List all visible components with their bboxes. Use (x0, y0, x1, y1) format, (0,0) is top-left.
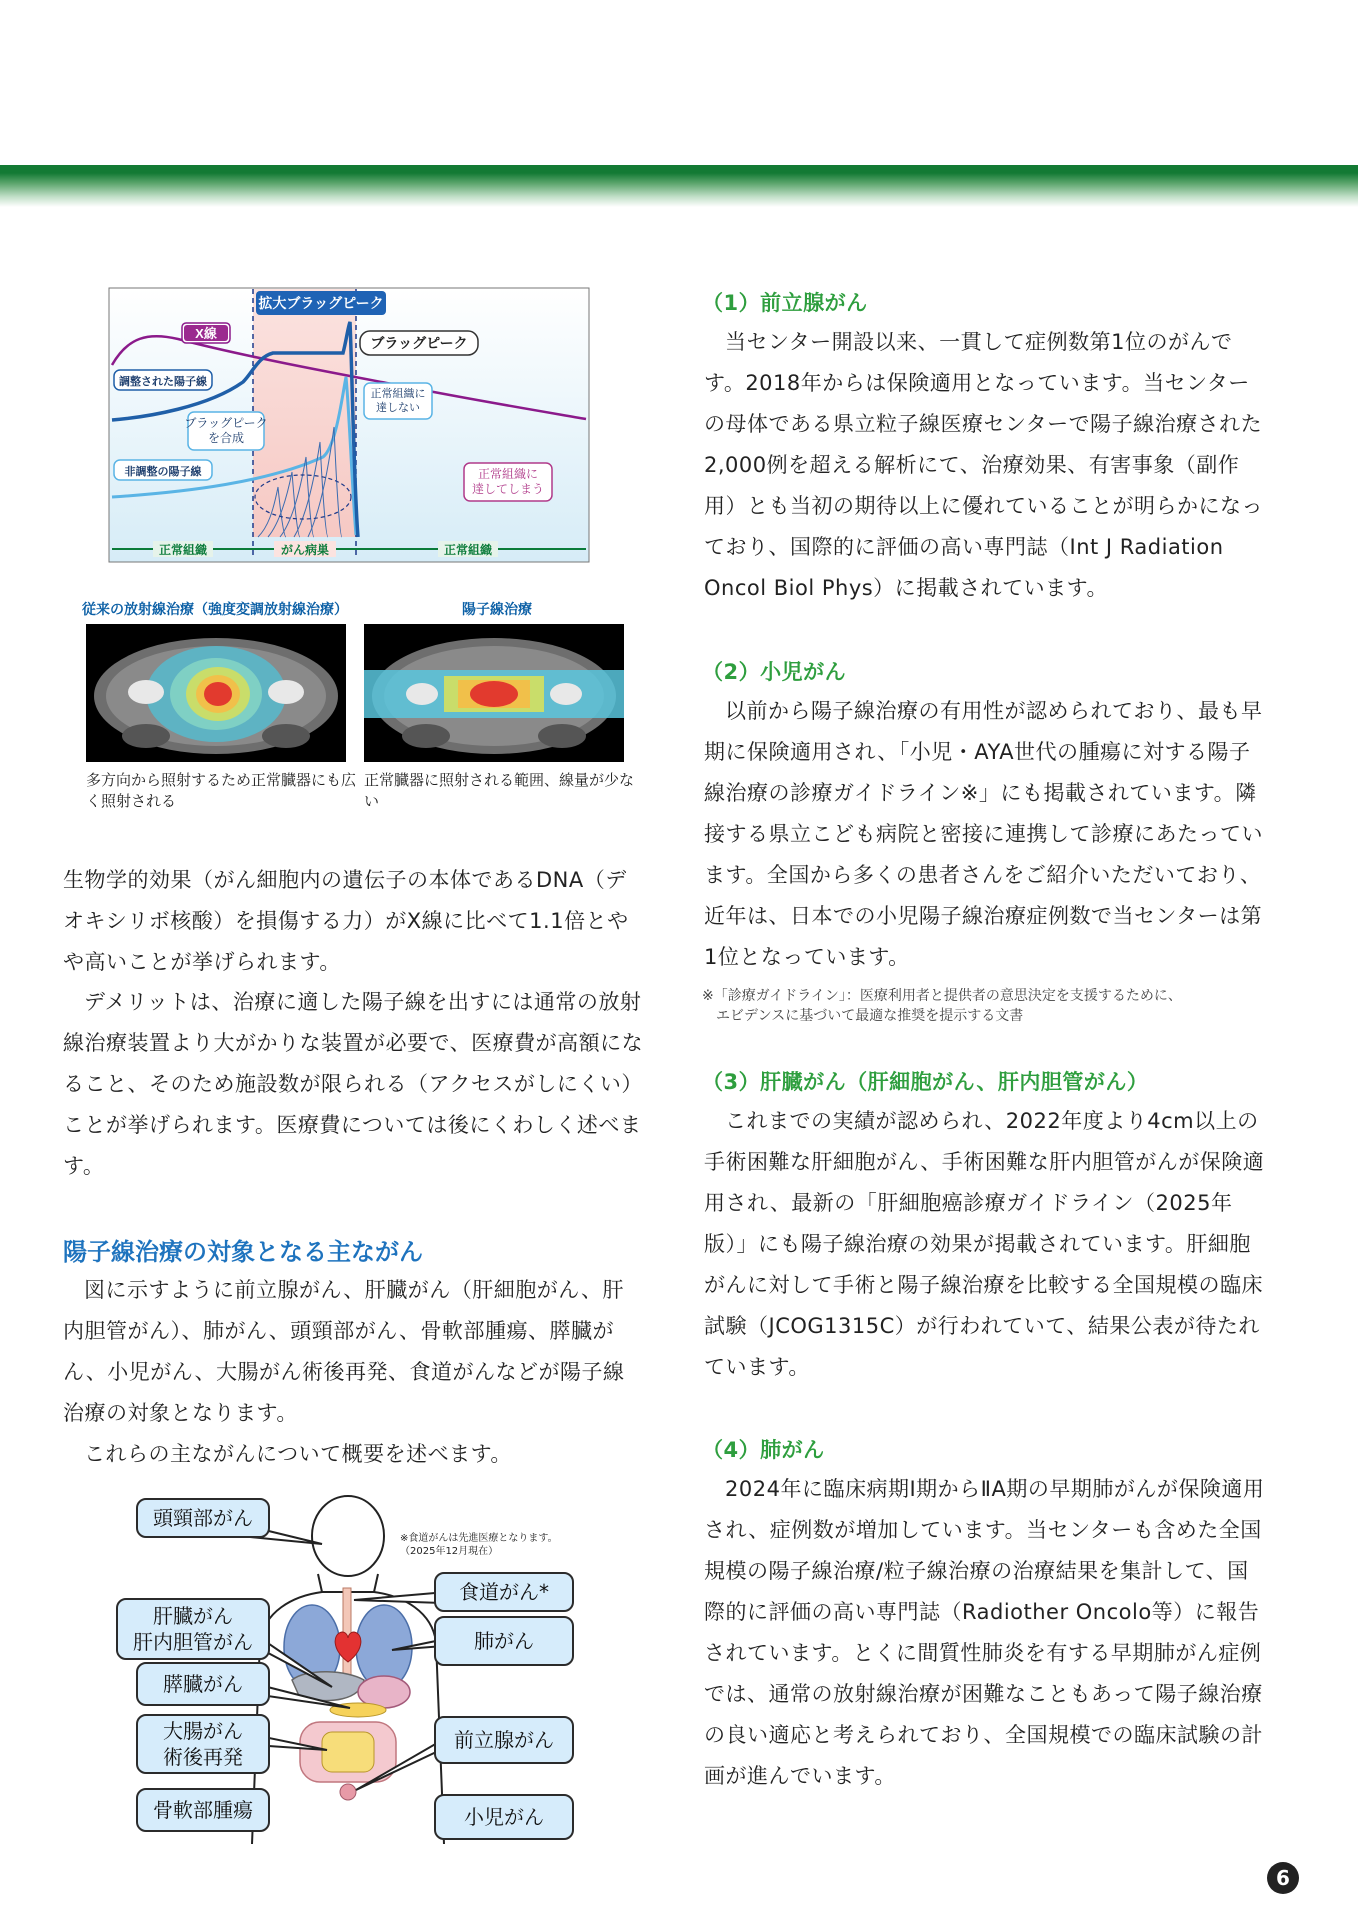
left-paragraph-1: 生物学的効果（がん細胞内の遺伝子の本体であるDNA（デオキシリボ核酸）を損傷する力）がX線に比べて1.1倍とやや高いことが挙げられます。 (63, 868, 629, 974)
label-prostate: 前立腺がん (434, 1716, 574, 1764)
label-esophagus: 食道がん* (434, 1572, 574, 1612)
ct-right-title: 陽子線治療 (462, 602, 532, 618)
label-head-neck: 頭頸部がん (136, 1498, 270, 1538)
label-adjusted: 調整された陽子線 (119, 376, 207, 388)
axis-normal-right: 正常組織 (443, 543, 493, 557)
label-unadjusted: 非調整の陽子線 (124, 466, 202, 478)
section-2-title: （2）小児がん (702, 660, 847, 684)
label-bone-soft: 骨軟部腫瘍 (136, 1788, 270, 1832)
label-not-reach: 正常組織に達しない (370, 388, 426, 414)
ct-left-title: 従来の放射線治療（強度変調放射線治療） (82, 602, 348, 618)
section-3-text: これまでの実績が認められ、2022年度より4cm以上の手術困難な肝細胞がん、手術困難な肝内胆管がんが保険適用され、最新の「肝細胞癌診療ガイドライン（2025年版）」にも陽子線治療の効果が掲載されています。肝細胞がんに対して手術と陽子線治療を比較する全国規模の臨床試験（JCOG1315C）が行われていて、結果公表が待たれています。 (704, 1109, 1265, 1379)
ct-image-proton (364, 624, 624, 762)
section-2-note: ※「診療ガイドライン」：医療利用者と提供者の意思決定を支援するために、 エビデンスに基づいて最適な推奨を提示する文書 (702, 988, 1182, 1024)
label-bragg-combined: ブラッグピークを合成 (184, 416, 268, 445)
label-pediatric: 小児がん (434, 1794, 574, 1840)
ct-left-caption: 多方向から照射するため正常臓器にも広く照射される (86, 771, 357, 810)
section-1-title: （1）前立腺がん (702, 291, 868, 315)
axis-tumor: がん病巣 (280, 543, 330, 557)
section-heading: 陽子線治療の対象となる主ながん (63, 1238, 423, 1266)
ct-right-caption: 正常臓器に照射される範囲、線量が少ない (364, 771, 635, 810)
section-1-text: 当センター開設以来、一貫して症例数第1位のがんです。2018年からは保険適用となっています。当センターの母体である県立粒子線医療センターで陽子線治療された2,000例を超える解析にて、治療効果、有害事象（副作用）とも当初の期待以上に優れていることが明らかになっており、国際的に評価の高い専門誌（Int J Radiation Oncol Biol Phys）に掲載されています。 (704, 330, 1263, 600)
label-pancreas: 膵臓がん (136, 1662, 270, 1706)
left-paragraph-4: これらの主ながんについて概要を述べます。 (84, 1442, 512, 1466)
body-diagram (132, 1492, 582, 1844)
body-note: ※食道がんは先進医療となります。 （2025年12月現在） (400, 1533, 558, 1557)
left-paragraph-3: 図に示すように前立腺がん、肝臓がん（肝細胞がん、肝内胆管がん）、肺がん、頭頸部がん、骨軟部腫瘍、膵臓がん、小児がん、大腸がん術後再発、食道がんなどが陽子線治療の対象となります。 (63, 1278, 625, 1425)
label-liver: 肝臓がん 肝内胆管がん (116, 1598, 270, 1660)
axis-normal-left: 正常組織 (158, 543, 208, 557)
section-2-text: 以前から陽子線治療の有用性が認められており、最も早期に保険適用され、「小児・AYA世代の腫瘍に対する陽子線治療の診療ガイドライン※」にも掲載されています。隣接する県立こども病院と密接に連携して診療にあたっています。全国から多くの患者さんをご紹介いただいており、近年は、日本での小児陽子線治療症例数で当センターは第1位となっています。 (704, 699, 1263, 969)
left-paragraph-2: デメリットは、治療に適した陽子線を出すには通常の放射線治療装置より大がかりな装置が必要で、医療費が高額になること、そのため施設数が限られる（アクセスがしにくい）ことが挙げられます。医療費については後にくわしく述べます。 (63, 990, 644, 1178)
header-band (0, 165, 1358, 207)
label-bragg: ブラッグピーク (370, 335, 468, 351)
ct-image-conventional (86, 624, 346, 762)
label-enlarged-bragg: 拡大ブラッグピーク (258, 295, 384, 311)
label-colorectal: 大腸がん 術後再発 (136, 1714, 270, 1774)
bragg-peak-figure (108, 287, 590, 563)
section-4-text: 2024年に臨床病期Ⅰ期からⅡA期の早期肺がんが保険適用され、症例数が増加しています。当センターも含めた全国規模の陽子線治療/粒子線治療の治療結果を集計して、国際的に評価の高い専門誌（Radiother Oncolo等）に報告されています。とくに間質性肺炎を有する早期肺がん症例では、通常の放射線治療が困難なこともあって陽子線治療の良い適応と考えられており、全国規模での臨床試験の計画が進んでいます。 (704, 1477, 1265, 1788)
label-xray: X線 (195, 326, 217, 341)
label-reach: 正常組織に達してしまう (471, 467, 545, 496)
label-lung: 肺がん (434, 1616, 574, 1666)
section-3-title: （3）肝臓がん（肝細胞がん、肝内胆管がん） (702, 1070, 1149, 1094)
page-number: 6 (1267, 1862, 1299, 1894)
section-4-title: （4）肺がん (702, 1438, 825, 1462)
